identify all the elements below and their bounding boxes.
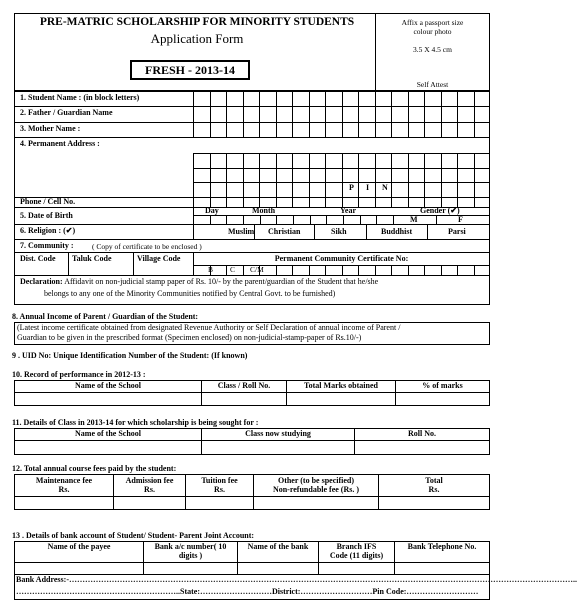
pcc-c: C bbox=[230, 265, 236, 274]
gender-label: Gender (✔) bbox=[420, 206, 460, 215]
fee-col-total-2: Rs. bbox=[428, 484, 440, 494]
bank-col-phone bbox=[395, 542, 490, 563]
mother-name-label: 3. Mother Name : bbox=[20, 124, 81, 133]
fee-col-maintenance-2: Rs. bbox=[58, 484, 70, 494]
religion-label: 6. Religion : (✔) bbox=[20, 226, 76, 235]
section8-text-2: Guardian to be given in the prescribed format (Specimen enclosed) on non-judicial-stamp-paper of Rs.10/-) bbox=[17, 333, 362, 342]
bank-col-payee-1: Name of the payee bbox=[47, 542, 111, 551]
self-attest: Self Attest bbox=[416, 80, 449, 89]
section8-text-1: (Latest income certificate obtained from designated Revenue Authority or Self Declaration of annual income of Parent / bbox=[17, 323, 401, 332]
religion-muslim[interactable]: Muslim bbox=[228, 227, 255, 236]
perf-col-percent: % of marks bbox=[396, 381, 490, 393]
fee-cell[interactable] bbox=[379, 497, 490, 510]
bank-address[interactable]: Bank Address:-……………………………………………………………………………………………………………………………………………………………………….. bbox=[16, 575, 577, 584]
bank-col-bank-1: Name of the bank bbox=[247, 542, 309, 551]
bank-cell[interactable] bbox=[144, 563, 238, 575]
dob-label: 5. Date of Birth bbox=[20, 211, 73, 220]
address-letter-grid[interactable] bbox=[193, 153, 490, 197]
fee-col-total bbox=[379, 475, 490, 497]
fees-table bbox=[14, 474, 490, 510]
fee-cell[interactable] bbox=[186, 497, 254, 510]
declaration bbox=[20, 278, 488, 287]
fee-col-total-1: Total bbox=[425, 475, 443, 485]
pin-n: N bbox=[382, 183, 388, 192]
fee-col-tuition-1: Tuition fee bbox=[201, 475, 238, 485]
name-letter-grid[interactable] bbox=[193, 91, 490, 137]
father-name-label: 2. Father / Guardian Name bbox=[20, 108, 113, 117]
bank-table bbox=[14, 541, 490, 575]
section11-title: 11. Details of Class in 2013-14 for which scholarship is being sought for : bbox=[12, 418, 259, 427]
perf-col-roll: Class / Roll No. bbox=[202, 381, 287, 393]
perf-cell[interactable] bbox=[287, 392, 396, 405]
bank-col-payee bbox=[15, 542, 144, 563]
performance-table bbox=[14, 380, 490, 406]
fee-col-other-1: Other (to be specified) bbox=[277, 475, 355, 485]
perf-col-marks: Total Marks obtained bbox=[287, 381, 396, 393]
dob-day: Day bbox=[205, 206, 219, 215]
fee-col-maintenance bbox=[15, 475, 114, 497]
fee-col-other-2: Non-refundable fee (Rs. ) bbox=[272, 484, 360, 494]
bank-address-line2[interactable]: ……………………………………………………..State:………………………District:………………………Pin Code:……………………… bbox=[16, 587, 479, 596]
declaration-text-1: Affidavit on non-judicial stamp paper of Rs. 10/- by the parent/guardian of the Student that he/she bbox=[64, 277, 379, 286]
address-label: 4. Permanent Address : bbox=[20, 139, 100, 148]
pcc-label: Permanent Community Certificate No: bbox=[274, 254, 409, 263]
dob-grid[interactable] bbox=[193, 215, 393, 224]
section8-title: 8. Annual Income of Parent / Guardian of the Student: bbox=[12, 312, 199, 321]
fee-col-admission-1: Admission fee bbox=[125, 475, 174, 485]
religion-sikh[interactable]: Sikh bbox=[331, 227, 347, 236]
section10-title: 10. Record of performance in 2012-13 : bbox=[12, 370, 146, 379]
bank-col-phone-1: Bank Telephone No. bbox=[407, 542, 477, 551]
declaration-text-2: belongs to any one of the Minority Communities notified by Central Govt. to be furnished) bbox=[44, 289, 336, 298]
village-code-label: Village Code bbox=[137, 254, 181, 263]
pin-i: I bbox=[366, 183, 370, 192]
perf-cell[interactable] bbox=[15, 392, 202, 405]
form-title: PRE-MATRIC SCHOLARSHIP FOR MINORITY STUDENTS bbox=[39, 16, 355, 28]
photo-text-2: colour photo bbox=[413, 27, 452, 36]
religion-parsi[interactable]: Parsi bbox=[448, 227, 466, 236]
phone-label: Phone / Cell No. bbox=[20, 197, 76, 206]
bank-cell[interactable] bbox=[319, 563, 395, 575]
fee-col-admission-2: Rs. bbox=[144, 484, 155, 494]
declaration-label: Declaration: bbox=[20, 277, 63, 286]
gender-m[interactable]: M bbox=[410, 215, 418, 224]
community-label: 7. Community : bbox=[20, 241, 74, 250]
bank-cell[interactable] bbox=[395, 563, 490, 575]
pcc-cm: C/M bbox=[250, 265, 264, 274]
pcc-grid[interactable] bbox=[193, 265, 490, 275]
bank-col-ifsc-1: Branch IFS bbox=[336, 542, 377, 551]
perf-cell[interactable] bbox=[202, 392, 287, 405]
bank-col-account bbox=[144, 542, 238, 563]
pin-p: P bbox=[349, 183, 354, 192]
fresh-label bbox=[130, 60, 250, 80]
class-cell[interactable] bbox=[15, 440, 202, 454]
form-subtitle: Application Form bbox=[150, 31, 244, 46]
class-col-roll: Roll No. bbox=[355, 429, 490, 441]
fresh-label-text: FRESH - 2013-14 bbox=[145, 63, 235, 77]
bank-col-ifsc-2: Code (11 digits) bbox=[329, 550, 384, 560]
class-cell[interactable] bbox=[202, 440, 355, 454]
religion-christian[interactable]: Christian bbox=[268, 227, 301, 236]
religion-buddhist[interactable]: Buddhist bbox=[381, 227, 413, 236]
gender-f[interactable]: F bbox=[458, 215, 463, 224]
fee-col-maintenance-1: Maintenance fee bbox=[35, 475, 93, 485]
class-cell[interactable] bbox=[355, 440, 490, 454]
section9-title: 9 . UID No: Unique Identification Number of the Student: (If known) bbox=[12, 351, 248, 360]
pcc-b: B bbox=[208, 265, 214, 274]
taluk-code-label: Taluk Code bbox=[72, 254, 112, 263]
fee-col-admission bbox=[114, 475, 186, 497]
perf-cell[interactable] bbox=[396, 392, 490, 405]
fee-col-other bbox=[254, 475, 379, 497]
fee-cell[interactable] bbox=[15, 497, 114, 510]
community-note: ( Copy of certificate to be enclosed ) bbox=[92, 242, 202, 251]
bank-cell[interactable] bbox=[238, 563, 319, 575]
bank-col-account-1: Bank a/c number( 10 bbox=[154, 542, 227, 551]
class-table bbox=[14, 428, 490, 455]
bank-col-bank bbox=[238, 542, 319, 563]
class-col-school: Name of the School bbox=[15, 429, 202, 441]
photo-text-1: Affix a passport size bbox=[401, 18, 464, 27]
bank-cell[interactable] bbox=[15, 563, 144, 575]
bank-col-account-2: digits ) bbox=[178, 550, 203, 560]
section12-title: 12. Total annual course fees paid by the student: bbox=[12, 464, 177, 473]
fee-col-tuition bbox=[186, 475, 254, 497]
student-name-label: 1. Student Name : (in block letters) bbox=[20, 93, 140, 102]
fee-cell[interactable] bbox=[254, 497, 379, 510]
perf-col-school: Name of the School bbox=[15, 381, 202, 393]
section13-title: 13 . Details of bank account of Student/ Student- Parent Joint Account: bbox=[12, 531, 255, 540]
dob-month: Month bbox=[252, 206, 276, 215]
bank-col-ifsc bbox=[319, 542, 395, 563]
dist-code-label: Dist. Code bbox=[20, 254, 56, 263]
dob-year: Year bbox=[340, 206, 356, 215]
class-col-studying: Class now studying bbox=[202, 429, 355, 441]
fee-cell[interactable] bbox=[114, 497, 186, 510]
photo-size: 3.5 X 4.5 cm bbox=[413, 45, 452, 54]
fee-col-tuition-2: Rs. bbox=[214, 484, 225, 494]
